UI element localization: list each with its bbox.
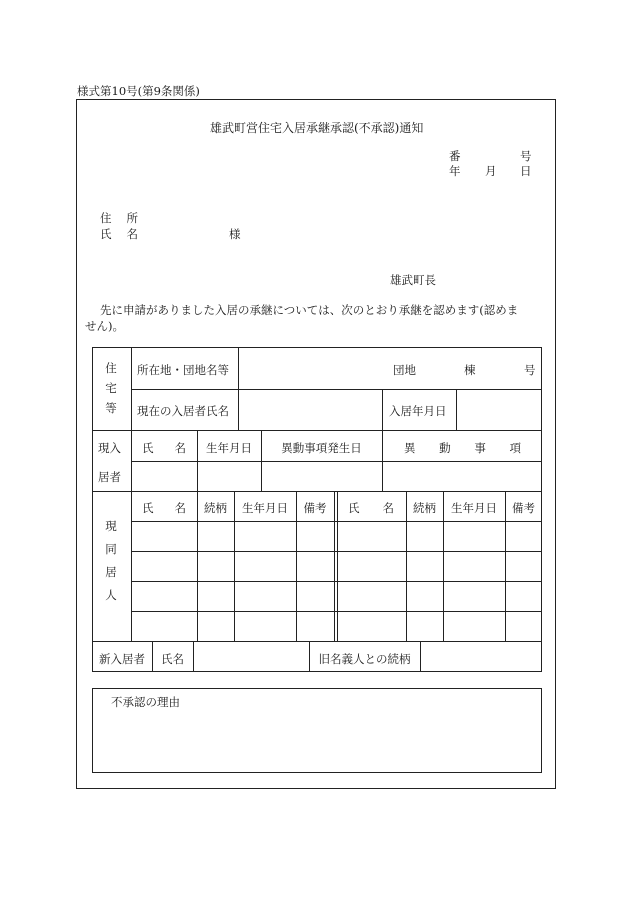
table-rule <box>193 641 194 672</box>
table-rule <box>131 347 132 641</box>
move-in-date-label: 入居年月日 <box>389 404 447 418</box>
cohabitant-birth-header-left: 生年月日 <box>242 501 288 515</box>
current-resident-name-label: 現在の入居者氏名 <box>137 404 229 418</box>
table-rule <box>92 491 542 492</box>
current-resident-label-top: 現入 <box>98 441 121 455</box>
current-name-header <box>142 440 186 456</box>
cohabitant-birth-header-right: 生年月日 <box>451 501 497 515</box>
housing-label <box>100 360 122 416</box>
table-rule <box>238 347 239 431</box>
table-rule <box>92 430 542 431</box>
change-date-header: 異動事項発生日 <box>281 441 362 455</box>
form-number: 様式第10号(第9条関係) <box>77 84 200 98</box>
cohabitant-remarks-header-left: 備考 <box>303 501 327 515</box>
new-resident-label: 新入居者 <box>99 652 145 666</box>
date-label-month: 月 <box>485 164 497 178</box>
cohabitant-remarks-header-right: 備考 <box>512 501 535 515</box>
number-label-go: 号 <box>520 149 532 163</box>
table-rule <box>334 491 335 641</box>
address-label <box>100 210 138 226</box>
change-header-char: 事 <box>474 441 486 455</box>
danchi-label: 団地 <box>393 363 416 377</box>
body-text-line-1: 先に申請がありました入居の承継については、次のとおり承継を認めます(認めま <box>100 303 519 317</box>
table-rule <box>131 389 542 390</box>
new-resident-name-label: 氏名 <box>161 652 184 666</box>
table-rule <box>382 430 383 491</box>
name-label-char: 名 <box>126 227 138 241</box>
address-label-char: 住 <box>100 211 112 225</box>
address-label-char: 所 <box>126 211 138 225</box>
cohabitant-name-header-right <box>348 500 394 516</box>
cohabitant-name-header-char: 氏 <box>348 501 360 515</box>
cohabitant-name-header-char: 名 <box>174 501 186 515</box>
current-resident-label-bottom: 居者 <box>98 470 121 484</box>
cohabitants-label-char: 人 <box>105 588 117 602</box>
date-label-year: 年 <box>449 164 461 178</box>
name-label-char: 氏 <box>100 227 112 241</box>
housing-label-char: 等 <box>105 401 117 415</box>
page-title: 雄武町営住宅入居承継承認(不承認)通知 <box>210 121 424 135</box>
change-header <box>404 440 521 456</box>
location-label: 所在地・団地名等 <box>137 363 229 377</box>
current-name-header-char: 名 <box>174 441 186 455</box>
tou-label: 棟 <box>464 363 476 377</box>
change-header-char: 異 <box>404 441 416 455</box>
reason-label: 不承認の理由 <box>111 695 180 709</box>
date-label-day: 日 <box>520 164 532 178</box>
cohabitant-name-header-char: 名 <box>382 501 394 515</box>
cohabitant-name-header-left <box>142 500 186 516</box>
body-text-line-2: せん)。 <box>85 319 124 333</box>
table-rule <box>420 641 421 672</box>
number-label-ban: 番 <box>449 149 461 163</box>
sama-label: 様 <box>229 227 241 241</box>
table-rule <box>131 461 542 462</box>
change-header-char: 動 <box>439 441 451 455</box>
cohabitant-name-header-char: 氏 <box>142 501 154 515</box>
cohabitant-relation-header-right: 続柄 <box>413 501 436 515</box>
current-name-header-char: 氏 <box>142 441 154 455</box>
table-rule <box>456 389 457 431</box>
housing-label-char: 住 <box>105 361 117 375</box>
cohabitants-label <box>100 518 122 603</box>
cohabitants-label-char: 居 <box>105 565 117 579</box>
relation-to-former-holder-label: 旧名義人との続柄 <box>318 652 411 666</box>
change-header-char: 項 <box>509 441 521 455</box>
table-rule <box>337 491 338 641</box>
name-label <box>100 226 138 242</box>
cohabitant-relation-header-left: 続柄 <box>204 501 227 515</box>
table-rule <box>92 641 542 642</box>
cohabitants-label-char: 同 <box>105 542 117 556</box>
issuer-label: 雄武町長 <box>390 273 436 287</box>
current-birth-header: 生年月日 <box>206 441 252 455</box>
cohabitants-label-char: 現 <box>105 519 117 533</box>
table-rule <box>382 389 383 431</box>
gou-label: 号 <box>524 363 536 377</box>
housing-label-char: 宅 <box>105 381 117 395</box>
